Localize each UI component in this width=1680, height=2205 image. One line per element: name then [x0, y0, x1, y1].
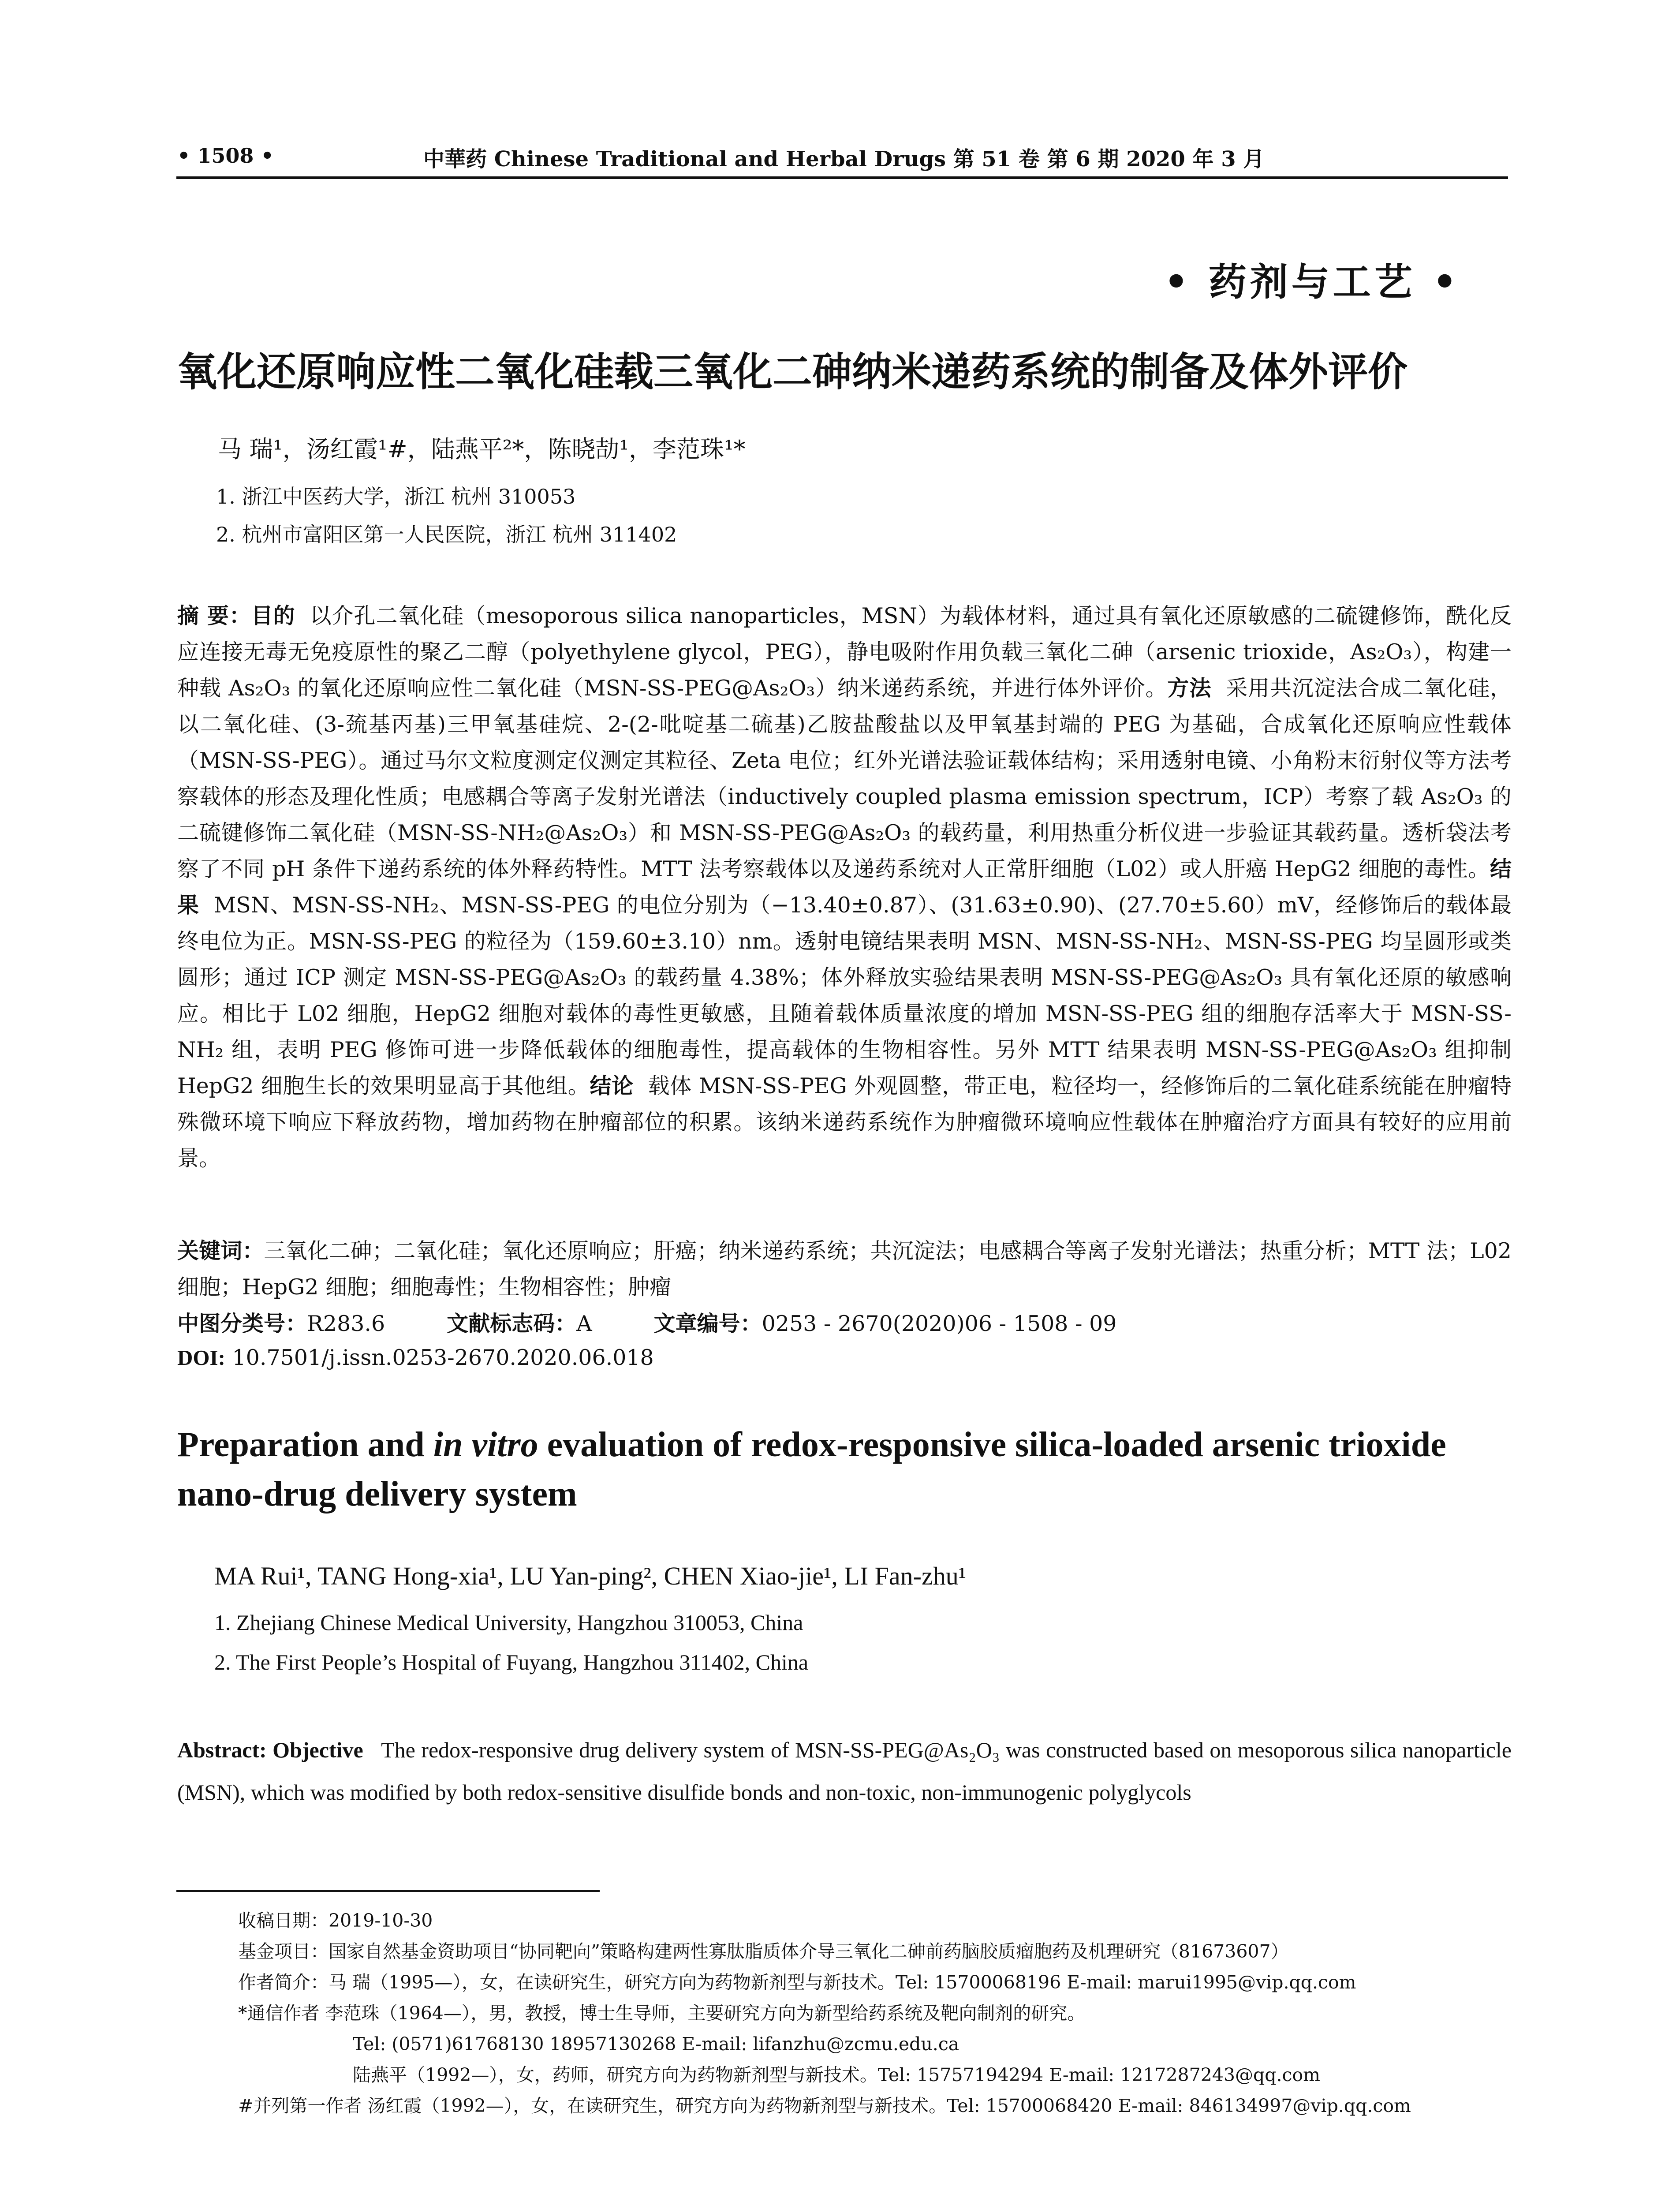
- cn-affiliation-2: 2. 杭州市富阳区第一人民医院，浙江 杭州 311402: [216, 523, 677, 546]
- cn-keywords: [177, 1233, 1512, 1305]
- en-authors: MA Rui¹, TANG Hong-xia¹, LU Yan-ping², CHEN Xiao-jie¹, LI Fan-zhu¹: [214, 1562, 967, 1590]
- footnote-cofirst-author: #并列第一作者 汤红霞（1992—），女，在读研究生，研究方向为药物新剂型与新技术。Tel: 15700068420 E-mail: 846134997@vip.qq.com: [238, 2095, 1411, 2116]
- cn-authors: 马 瑞¹，汤红霞¹#，陆燕平²*，陈晓劼¹，李范珠¹*: [218, 435, 746, 463]
- footnote-corresponding: *通信作者 李范珠（1964—），男，教授，博士生导师，主要研究方向为新型给药系统及靶向制剂的研究。: [238, 2003, 1086, 2024]
- footnotes: [238, 1905, 1512, 2121]
- conclusion-text: 载体 MSN-SS-PEG 外观圆整，带正电，粒径均一，经修饰后的二氧化硅系统能在肿瘤特殊微环境下响应下释放药物，增加药物在肿瘤部位的积累。该纳米递药系统作为肿瘤微环境响应性载体在肿瘤治疗方面具有较好的应用前景。: [177, 1073, 1512, 1171]
- en-affiliation-1: 1. Zhejiang Chinese Medical University, Hangzhou 310053, China: [214, 1610, 803, 1635]
- result-text: MSN、MSN-SS-NH₂、MSN-SS-PEG 的电位分别为（−13.40±0.87）、(31.63±0.90)、(27.70±5.60）mV，经修饰后的载体最终电位为正。MSN-SS-PEG 的粒径为（159.60±3.10）nm。透射电镜结果表明 MSN、MSN-SS-NH₂、MSN-SS-PEG 均呈圆形或类圆形；通过 ICP 测定 MSN-SS-PEG@As₂O₃ 的载药量 4.38%；体外释放实验结果表明 MSN-SS-PEG@As₂O₃ 具有氧化还原的敏感响应。相比于 L02 细胞，HepG2 细胞对载体的毒性更敏感，且随着载体质量浓度的增加 MSN-SS-PEG 组的细胞存活率大于 MSN-SS-NH₂ 组，表明 PEG 修饰可进一步降低载体的细胞毒性，提高载体的生物相容性。另外 MTT 结果表明 MSN-SS-PEG@As₂O₃ 组抑制 HepG2 细胞生长的效果明显高于其他组。: [177, 893, 1512, 1099]
- en-title-italic: in vitro: [433, 1425, 538, 1464]
- en-abstract-text: The redox-responsive drug delivery system of MSN-SS-PEG@As₂O₃ was constructed based on mesoporous silica nanoparticle (MSN), which was modified by both redox-sensitive disulfide bonds and non-toxic, non-immunogenic polyglycols: [177, 1738, 1512, 1805]
- doi: [177, 1345, 654, 1370]
- footnote-funding: 基金项目：国家自然基金资助项目“协同靶向”策略构建两性寡肽脂质体介导三氧化二砷前药脑胶质瘤胞药及机理研究（81673607）: [238, 1941, 1289, 1962]
- en-title-part1: Preparation and: [177, 1425, 433, 1464]
- keywords-text: 三氧化二砷；二氧化硅；氧化还原响应；肝癌；纳米递药系统；共沉淀法；电感耦合等离子发射光谱法；热重分析；MTT 法；L02 细胞；HepG2 细胞；细胞毒性；生物相容性；肿瘤: [177, 1238, 1512, 1300]
- footnote-rule: [176, 1890, 600, 1892]
- doi-value: 10.7501/j.issn.0253-2670.2020.06.018: [232, 1345, 654, 1370]
- header-rule: [176, 176, 1508, 179]
- en-title-part2: evaluation of redox-responsive silica-loaded arsenic trioxide nano-drug delivery system: [177, 1425, 1446, 1514]
- cn-abstract: [177, 598, 1512, 1177]
- section-label: • 药剂与工艺 •: [1164, 260, 1460, 304]
- clc-value: R283.6: [307, 1311, 385, 1336]
- cn-title: 氧化还原响应性二氧化硅载三氧化二砷纳米递药系统的制备及体外评价: [177, 349, 1407, 395]
- cn-classification: [177, 1306, 1178, 1342]
- abstract-label: 摘 要：: [177, 603, 251, 628]
- objective-label: 目的: [251, 603, 295, 628]
- running-head: 中華药 Chinese Traditional and Herbal Drugs 第 51 卷 第 6 期 2020 年 3 月: [423, 147, 1265, 172]
- doi-label: DOI:: [177, 1345, 225, 1370]
- result-label: 结果: [177, 856, 1512, 918]
- footnote-received: 收稿日期：2019-10-30: [238, 1910, 433, 1931]
- en-affiliation-2: 2. The First People’s Hospital of Fuyang, Hangzhou 311402, China: [214, 1650, 809, 1674]
- objective-text: 以介孔二氧化硅（mesoporous silica nanoparticles，MSN）为载体材料，通过具有氧化还原敏感的二硫键修饰，酰化反应连接无毒无免疫原性的聚乙二醇（polyethylene glycol，PEG），静电吸附作用负载三氧化二砷（arsenic trioxide，As₂O₃），构建一种载 As₂O₃ 的氧化还原响应性二氧化硅（MSN-SS-PEG@As₂O₃）纳米递药系统，并进行体外评价。: [177, 603, 1512, 701]
- footnote-author-bio: 作者简介：马 瑞（1995—），女，在读研究生，研究方向为药物新剂型与新技术。Tel: 15700068196 E-mail: marui1995@vip.qq.com: [238, 1972, 1356, 1993]
- article-id-value: 0253 - 2670(2020)06 - 1508 - 09: [762, 1311, 1117, 1336]
- method-text: 采用共沉淀法合成二氧化硅，以二氧化硅、(3-巯基丙基)三甲氧基硅烷、2-(2-吡啶基二硫基)乙胺盐酸盐以及甲氧基封端的 PEG 为基础，合成氧化还原响应性载体（MSN-SS-PEG）。通过马尔文粒度测定仪测定其粒径、Zeta 电位；红外光谱法验证载体结构；采用透射电镜、小角粉末衍射仪等方法考察载体的形态及理化性质；电感耦合等离子发射光谱法（inductively coupled plasma emission spectrum，ICP）考察了载 As₂O₃ 的二硫键修饰二氧化硅（MSN-SS-NH₂@As₂O₃）和 MSN-SS-PEG@As₂O₃ 的载药量，利用热重分析仪进一步验证其载药量。透析袋法考察了不同 pH 条件下递药系统的体外释药特性。MTT 法考察载体以及递药系统对人正常肝细胞（L02）或人肝癌 HepG2 细胞的毒性。: [177, 676, 1512, 882]
- article-id-label: 文章编号：: [653, 1311, 762, 1336]
- cn-affiliation-1: 1. 浙江中医药大学，浙江 杭州 310053: [216, 485, 576, 508]
- page-number: • 1508 •: [177, 144, 274, 168]
- keywords-label: 关键词：: [177, 1238, 264, 1263]
- method-label: 方法: [1167, 676, 1212, 701]
- doc-code-value: A: [576, 1311, 592, 1336]
- en-abstract-label: Abstract: Objective: [177, 1738, 363, 1762]
- en-title: [177, 1420, 1512, 1519]
- doc-code-label: 文献标志码：: [447, 1311, 577, 1336]
- footnote-second-author: 陆燕平（1992—），女，药师，研究方向为药物新剂型与新技术。Tel: 15757194294 E-mail: 1217287243@qq.com: [353, 2064, 1321, 2085]
- conclusion-label: 结论: [590, 1073, 634, 1099]
- clc-label: 中图分类号：: [177, 1311, 307, 1336]
- footnote-contact: Tel: (0571)61768130 18957130268 E-mail: lifanzhu@zcmu.edu.ca: [353, 2033, 959, 2055]
- en-abstract: [177, 1729, 1512, 1813]
